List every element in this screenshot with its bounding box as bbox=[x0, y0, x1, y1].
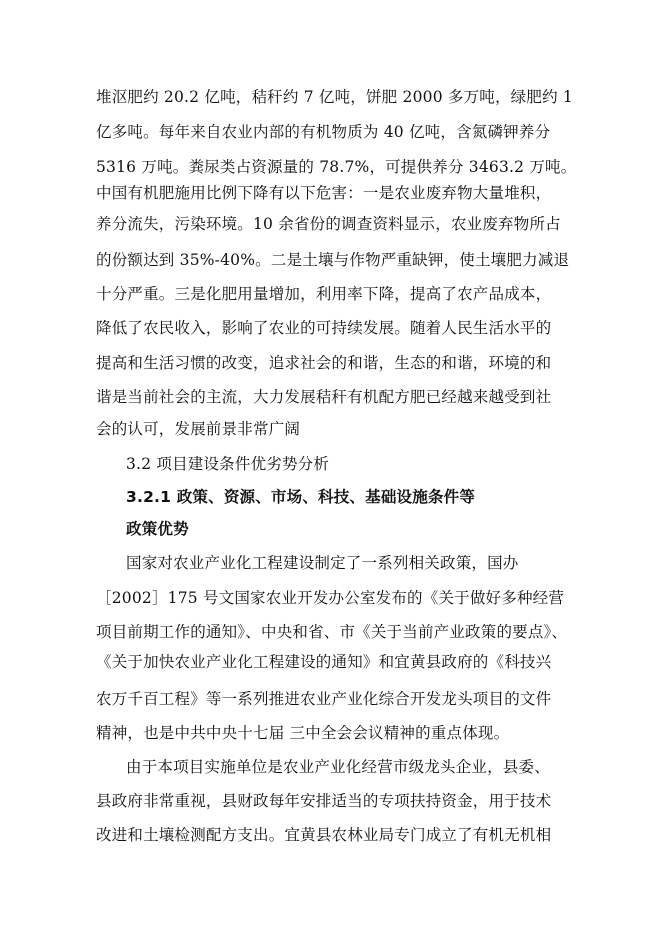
paragraph-2-line-3: 项目前期工作的通知》、中央和省、市《关于当前产业政策的要点》、 bbox=[96, 623, 568, 641]
paragraph-1-line-7: 十分严重。三是化肥用量增加，利用率下降，提高了农产品成本， bbox=[96, 285, 552, 303]
paragraph-1-line-5: 养分流失，污染环境。10 余省份的调查资料显示，农业废弃物所占 bbox=[96, 215, 561, 233]
paragraph-1-line-10: 谐是当前社会的主流，大力发展秸秆有机配方肥已经越来越受到社 bbox=[96, 388, 552, 406]
paragraph-1-line-6: 的份额达到 35%-40%。二是土壤与作物严重缺钾，使土壤肥力减退 bbox=[96, 251, 570, 269]
paragraph-2-line-5: 农万千百工程》等一系列推进农业产业化综合开发龙头项目的文件 bbox=[96, 690, 552, 708]
section-heading: 3.2 项目建设条件优劣势分析 bbox=[126, 455, 330, 473]
paragraph-2-line-1: 国家对农业产业化工程建设制定了一系列相关政策，国办 bbox=[126, 554, 519, 572]
paragraph-3-line-1: 由于本项目实施单位是农业产业化经营市级龙头企业，县委、 bbox=[126, 758, 550, 776]
paragraph-3-line-3: 改进和土壤检测配方支出。宜黄县农林业局专门成立了有机无机相 bbox=[96, 826, 552, 844]
paragraph-1-line-11: 会的认可，发展前景非常广阔 bbox=[96, 420, 301, 438]
paragraph-1-line-1: 堆沤肥约 20.2 亿吨，秸秆约 7 亿吨，饼肥 2000 多万吨，绿肥约 1 bbox=[96, 88, 573, 106]
paragraph-2-line-4: 《关于加快农业产业化工程建设的通知》和宜黄县政府的《科技兴 bbox=[96, 653, 552, 671]
paragraph-3-line-2: 县政府非常重视，县财政每年安排适当的专项扶持资金，用于技术 bbox=[96, 792, 552, 810]
paragraph-2-line-6: 精神，也是中共中央十七届 三中全会会议精神的重点体现。 bbox=[96, 724, 510, 742]
paragraph-1-line-4: 中国有机肥施用比例下降有以下危害：一是农业废弃物大量堆积， bbox=[96, 184, 552, 202]
subsection-heading: 3.2.1 政策、资源、市场、科技、基础设施条件等 bbox=[126, 488, 476, 506]
paragraph-1-line-2: 亿多吨。每年来自农业内部的有机物质为 40 亿吨，含氮磷钾养分 bbox=[96, 123, 551, 141]
policy-heading: 政策优势 bbox=[126, 520, 189, 538]
paragraph-1-line-8: 降低了农民收入，影响了农业的可持续发展。随着人民生活水平的 bbox=[96, 319, 552, 337]
paragraph-1-line-3: 5316 万吨。粪尿类占资源量的 78.7%，可提供养分 3463.2 万吨。 bbox=[96, 158, 577, 176]
paragraph-1-line-9: 提高和生活习惯的改变，追求社会的和谐，生态的和谐，环境的和 bbox=[96, 354, 552, 372]
paragraph-2-line-2: ［2002］175 号文国家农业开发办公室发布的《关于做好多种经营 bbox=[96, 589, 565, 607]
